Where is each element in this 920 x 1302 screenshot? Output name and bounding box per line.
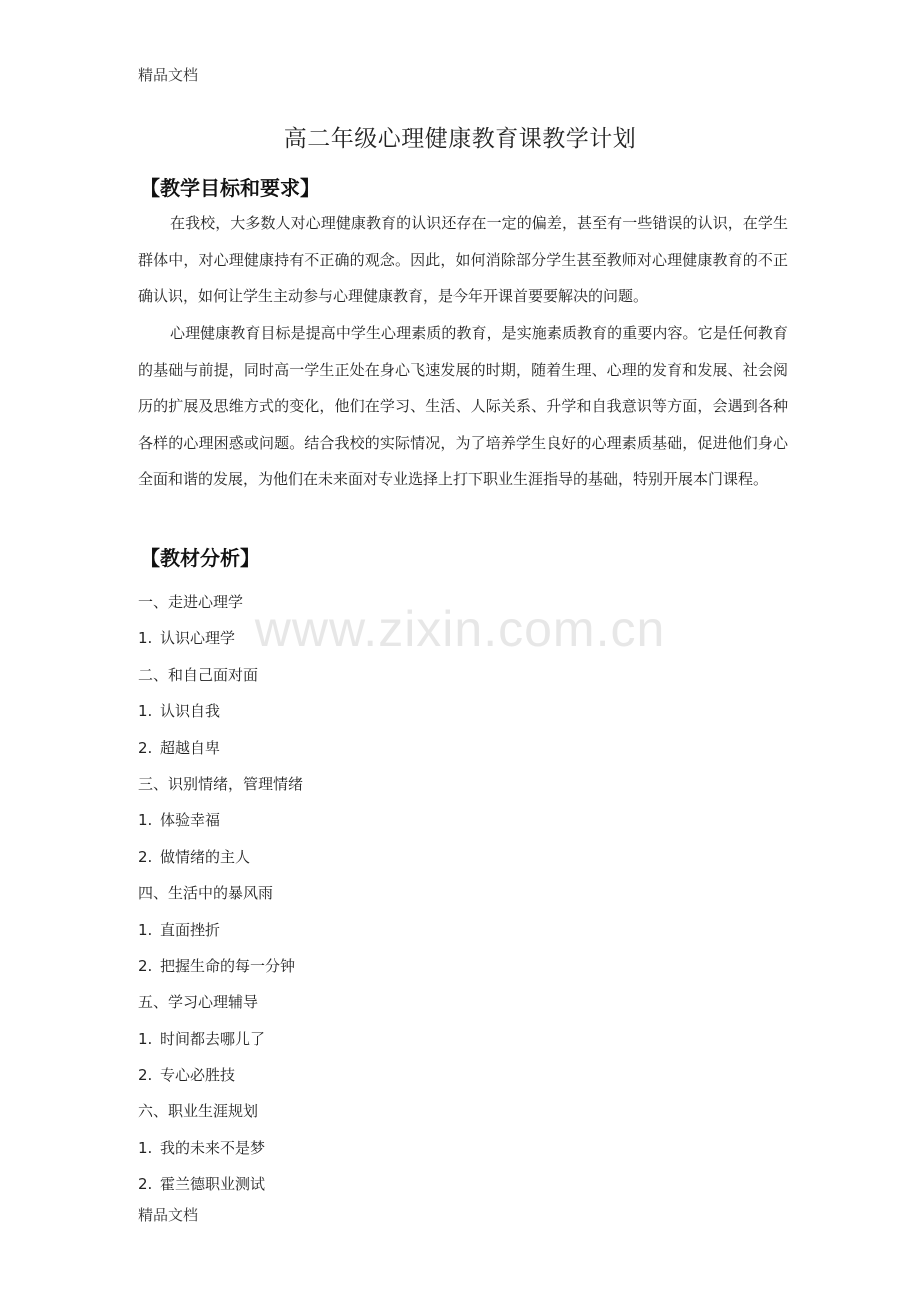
outline-subitem-text: 专心必胜技	[160, 1066, 236, 1085]
outline-subitem	[138, 839, 738, 875]
outline-subitem-number: 2.	[138, 738, 153, 757]
outline-subitem	[138, 1166, 738, 1202]
materials-outline	[138, 584, 738, 1203]
section-heading-materials: 【教材分析】	[140, 546, 260, 570]
outline-subitem-text: 把握生命的每一分钟	[160, 956, 296, 975]
outline-subitem-text: 我的未来不是梦	[160, 1138, 266, 1157]
outline-subitem	[138, 1021, 738, 1057]
outline-subitem	[138, 693, 738, 729]
outline-subitem-number: 1.	[138, 811, 153, 830]
page-title: 高二年级心理健康教育课教学计划	[283, 126, 637, 152]
outline-chapter: 三、识别情绪，管理情绪	[138, 774, 304, 793]
goals-paragraph-1: 在我校，大多数人对心理健康教育的认识还存在一定的偏差，甚至有一些错误的认识，在学生群体中，对心理健康持有不正确的观念。因此，如何消除部分学生甚至教师对心理健康教育的不正确认识，如何让学生主动参与心理健康教育，是今年开课首要要解决的问题。	[138, 214, 788, 305]
section-heading-goals: 【教学目标和要求】	[140, 176, 320, 200]
outline-subitem	[138, 730, 738, 766]
outline-subitem-number: 1.	[138, 629, 153, 648]
outline-subitem	[138, 912, 738, 948]
outline-subitem-text: 认识自我	[160, 702, 221, 721]
outline-chapter: 四、生活中的暴风雨	[138, 884, 274, 903]
outline-subitem-number: 2.	[138, 1175, 153, 1194]
outline-subitem-text: 直面挫折	[160, 920, 221, 939]
outline-subitem	[138, 948, 738, 984]
outline-subitem-number: 1.	[138, 920, 153, 939]
outline-chapter: 六、职业生涯规划	[138, 1102, 259, 1121]
outline-subitem	[138, 802, 738, 838]
header-tag: 精品文档	[138, 66, 199, 84]
outline-subitem-text: 体验幸福	[160, 811, 221, 830]
outline-subitem-number: 2.	[138, 956, 153, 975]
outline-subitem-number: 2.	[138, 1066, 153, 1085]
goals-paragraph-2: 心理健康教育目标是提高中学生心理素质的教育，是实施素质教育的重要内容。它是任何教育的基础与前提，同时高一学生正处在身心飞速发展的时期，随着生理、心理的发育和发展、社会阅历的扩展及思维方式的变化，他们在学习、生活、人际关系、升学和自我意识等方面，会遇到各种各样的心理困惑或问题。结合我校的实际情况，为了培养学生良好的心理素质基础，促进他们身心全面和谐的发展，为他们在未来面对专业选择上打下职业生涯指导的基础，特别开展本门课程。	[138, 324, 788, 488]
outline-subitem-text: 做情绪的主人	[160, 847, 251, 866]
outline-chapter: 二、和自己面对面	[138, 665, 259, 684]
outline-subitem	[138, 1130, 738, 1166]
outline-subitem-text: 超越自卑	[160, 738, 221, 757]
outline-subitem-number: 1.	[138, 1029, 153, 1048]
outline-subitem	[138, 1057, 738, 1093]
outline-subitem-number: 1.	[138, 702, 153, 721]
watermark: www.zixin.com.cn	[254, 601, 666, 657]
outline-chapter: 五、学习心理辅导	[138, 993, 259, 1012]
outline-subitem-number: 2.	[138, 847, 153, 866]
outline-subitem-number: 1.	[138, 1138, 153, 1157]
outline-subitem-text: 认识心理学	[160, 629, 236, 648]
footer-tag: 精品文档	[138, 1206, 199, 1224]
outline-chapter: 一、走进心理学	[138, 593, 244, 611]
outline-subitem-text: 霍兰德职业测试	[160, 1175, 266, 1194]
outline-subitem-text: 时间都去哪儿了	[160, 1029, 266, 1048]
